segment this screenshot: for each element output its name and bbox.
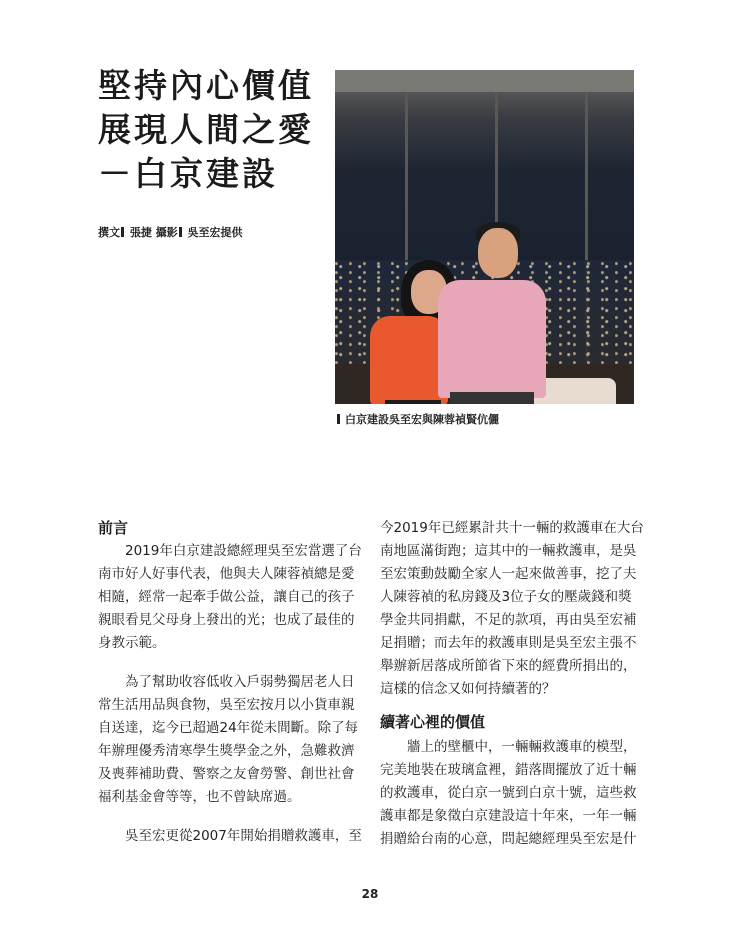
body-line: 舉辦新居落成所節省下來的經費所捐出的， (380, 658, 637, 674)
title-line-1: 堅持內心價值 (98, 66, 314, 105)
title-line-3: －白京建設 (98, 154, 278, 193)
photo-ceiling (335, 70, 634, 92)
photo-label: 攝影 (155, 226, 178, 239)
body-line: 學金共同捐獻，不足的款項，再由吳至宏補 (380, 612, 637, 628)
body-line: 完美地裝在玻璃盒裡，錯落間擺放了近十輛 (380, 762, 637, 778)
body-line: 2019年白京建設總經理吳至宏當選了台 (98, 543, 362, 559)
body-line: 這樣的信念又如何持續著的？ (380, 681, 556, 697)
woman-figure-pants (385, 400, 441, 404)
section-heading-values: 續著心裡的價值 (380, 713, 486, 731)
woman-figure-top (370, 316, 448, 404)
section-heading-intro: 前言 (98, 519, 129, 537)
body-line: 常生活用品與食物，吳至宏按月以小貨車親 (98, 697, 355, 713)
body-line: 年辦理優秀清寒學生獎學金之外，急難救濟 (98, 743, 355, 759)
body-line: 牆上的壁櫃中，一輛輛救護車的模型， (380, 739, 637, 755)
couple-photo (335, 70, 634, 404)
body-line: 的救護車，從白京一號到白京十號，這些救 (380, 785, 637, 801)
credits (98, 224, 243, 240)
body-line: 及喪葬補助費、警察之友會勞警、創世社會 (98, 766, 355, 782)
separator-bar (121, 227, 124, 237)
body-line: 親眼看見父母身上發出的光；也成了最佳的 (98, 612, 355, 628)
body-line: 為了幫助收容低收入戶弱勢獨居老人日 (98, 674, 355, 690)
body-line: 今2019年已經累計共十一輛的救護車在大台 (380, 520, 644, 536)
man-figure-shirt (438, 280, 546, 398)
writer-label: 撰文 (98, 226, 120, 239)
caption-text: 白京建設吳至宏與陳蓉禎賢伉儷 (345, 413, 499, 426)
title-line-2: 展現人間之愛 (98, 110, 314, 149)
photo-credit: 吳至宏提供 (187, 226, 243, 239)
writer-name: 張捷 (129, 226, 152, 239)
body-line: 身教示範。 (98, 635, 166, 651)
man-figure-pants (450, 392, 534, 404)
body-line: 足捐贈；而去年的救護車則是吳至宏主張不 (380, 635, 637, 651)
page-number: 28 (361, 887, 379, 901)
body-line: 相隨，經常一起牽手做公益，讓自己的孩子 (98, 589, 355, 605)
body-line: 捐贈給台南的心意，問起總經理吳至宏是什 (380, 831, 637, 847)
caption-bar (337, 414, 340, 424)
body-line: 人陳蓉禎的私房錢及3位子女的壓歲錢和獎 (380, 589, 632, 605)
photo-caption (337, 411, 499, 427)
body-line: 南市好人好事代表，他與夫人陳蓉禎總是愛 (98, 566, 355, 582)
body-line: 自送達，迄今已超過24年從未間斷。除了每 (98, 720, 359, 736)
separator-bar (179, 227, 182, 237)
body-line: 護車都是象徵白京建設這十年來，一年一輛 (380, 808, 637, 824)
body-line: 吳至宏更從2007年開始捐贈救護車，至 (98, 828, 362, 844)
body-line: 福利基金會等等，也不曾缺席過。 (98, 789, 301, 805)
body-line: 南地區滿街跑；這其中的一輛救護車，是吳 (380, 543, 637, 559)
man-figure-head (478, 228, 518, 278)
body-line: 至宏策動鼓勵全家人一起來做善事，挖了夫 (380, 566, 637, 582)
